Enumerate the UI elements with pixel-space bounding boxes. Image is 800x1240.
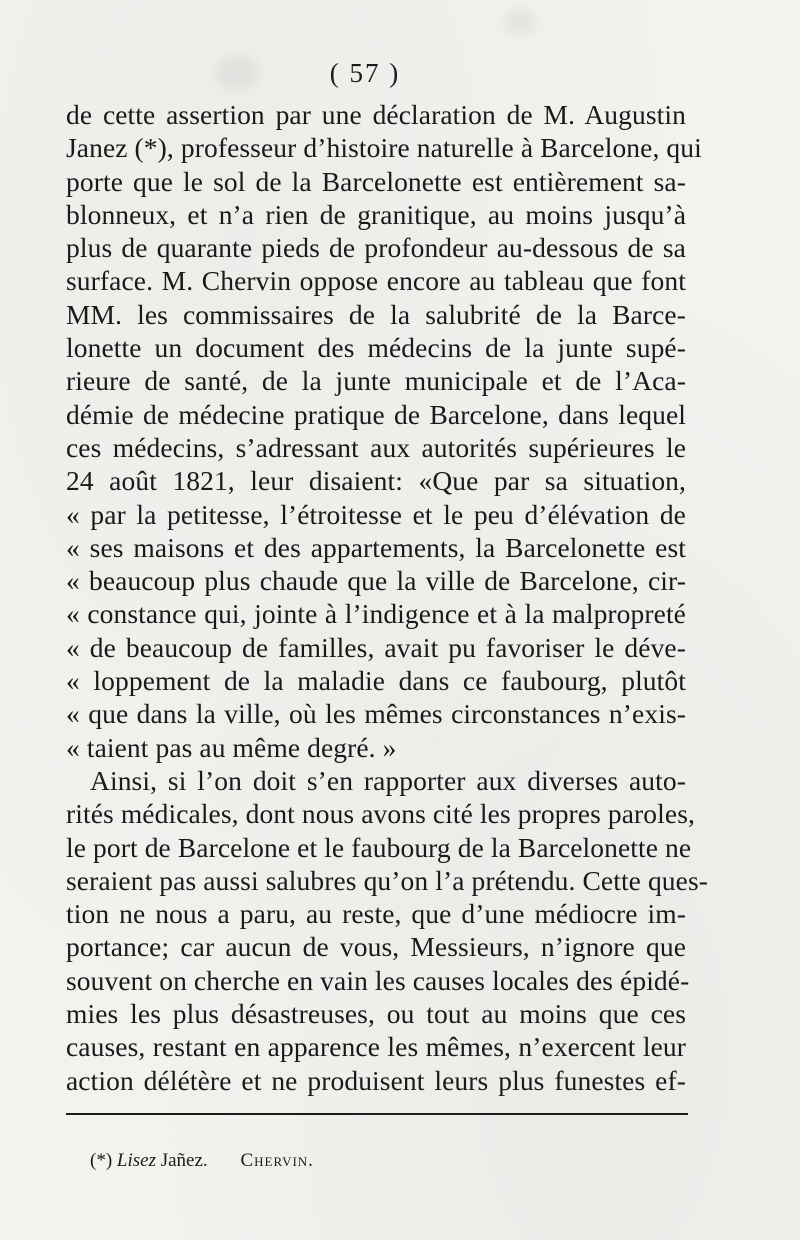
text-line: blonneux, et n’a rien de granitique, au moins jusqu’à (66, 198, 686, 230)
text-line: seraient pas aussi salubres qu’on l’a prétendu. Cette ques- (66, 864, 709, 896)
text-line: rieure de santé, de la junte municipale et de l’Aca- (66, 365, 686, 397)
text-line: le port de Barcelone et le faubourg de la Barcelonette ne (66, 831, 692, 863)
body-text (66, 98, 709, 1097)
text-line: « loppement de la maladie dans ce faubourg, plutôt (66, 665, 686, 697)
text-line: tion ne nous a paru, au reste, que d’une médiocre im- (66, 898, 686, 930)
page-smudge (505, 10, 535, 35)
text-line: portance; car aucun de vous, Messieurs, n’ignore que (66, 931, 686, 963)
footnote (90, 1150, 314, 1172)
text-line: MM. les commissaires de la salubrité de la Barce- (66, 298, 686, 330)
text-line: de cette assertion par une déclaration de M. Augustin (66, 99, 686, 130)
text-line: rités médicales, dont nous avons cité les propres paroles, (66, 798, 695, 830)
footnote-correction: Jañez. (160, 1150, 208, 1171)
page-number: ( 57 ) (329, 58, 401, 88)
footnote-marker: (*) (90, 1150, 113, 1171)
text-line: démie de médecine pratique de Barcelone, dans lequel (66, 398, 686, 430)
text-line: « beaucoup plus chaude que la ville de Barcelone, cir- (66, 565, 686, 597)
text-line: « de beaucoup de familles, avait pu favoriser le déve- (66, 631, 686, 663)
text-line: surface. M. Chervin oppose encore au tableau que font (66, 265, 686, 297)
footnote-lisez: Lisez (116, 1150, 156, 1171)
text-line: causes, restant en apparence les mêmes, n’exercent leur (66, 1031, 686, 1063)
text-line: 24 août 1821, leur disaient: «Que par sa situation, (66, 465, 686, 497)
text-line: porte que le sol de la Barcelonette est entièrement sa- (66, 165, 686, 197)
text-line: souvent on cherche en vain les causes locales des épidé- (66, 964, 690, 996)
text-line: plus de quarante pieds de profondeur au-dessous de sa (66, 232, 686, 264)
text-line: action délétère et ne produisent leurs plus funestes ef- (66, 1064, 686, 1096)
text-line: Janez (*), professeur d’histoire naturelle à Barcelone, qui (66, 132, 702, 164)
text-line: « que dans la ville, où les mêmes circonstances n’exis- (66, 698, 686, 730)
footnote-author: Chervin. (240, 1150, 314, 1171)
footnote-rule (66, 1113, 688, 1115)
text-line: « constance qui, jointe à l’indigence et à la malpropreté (66, 598, 686, 630)
text-line: « ses maisons et des appartements, la Barcelonette est (66, 531, 686, 563)
text-line: Ainsi, si l’on doit s’en rapporter aux diverses auto- (90, 764, 686, 796)
text-line: mies les plus désastreuses, ou tout au moins que ces (66, 998, 686, 1030)
text-line: lonette un document des médecins de la junte supé- (66, 332, 686, 364)
text-line: « par la petitesse, l’étroitesse et le peu d’élévation de (66, 498, 686, 530)
text-line: « taient pas au même degré. » (66, 731, 397, 763)
text-line: ces médecins, s’adressant aux autorités supérieures le (66, 431, 686, 463)
